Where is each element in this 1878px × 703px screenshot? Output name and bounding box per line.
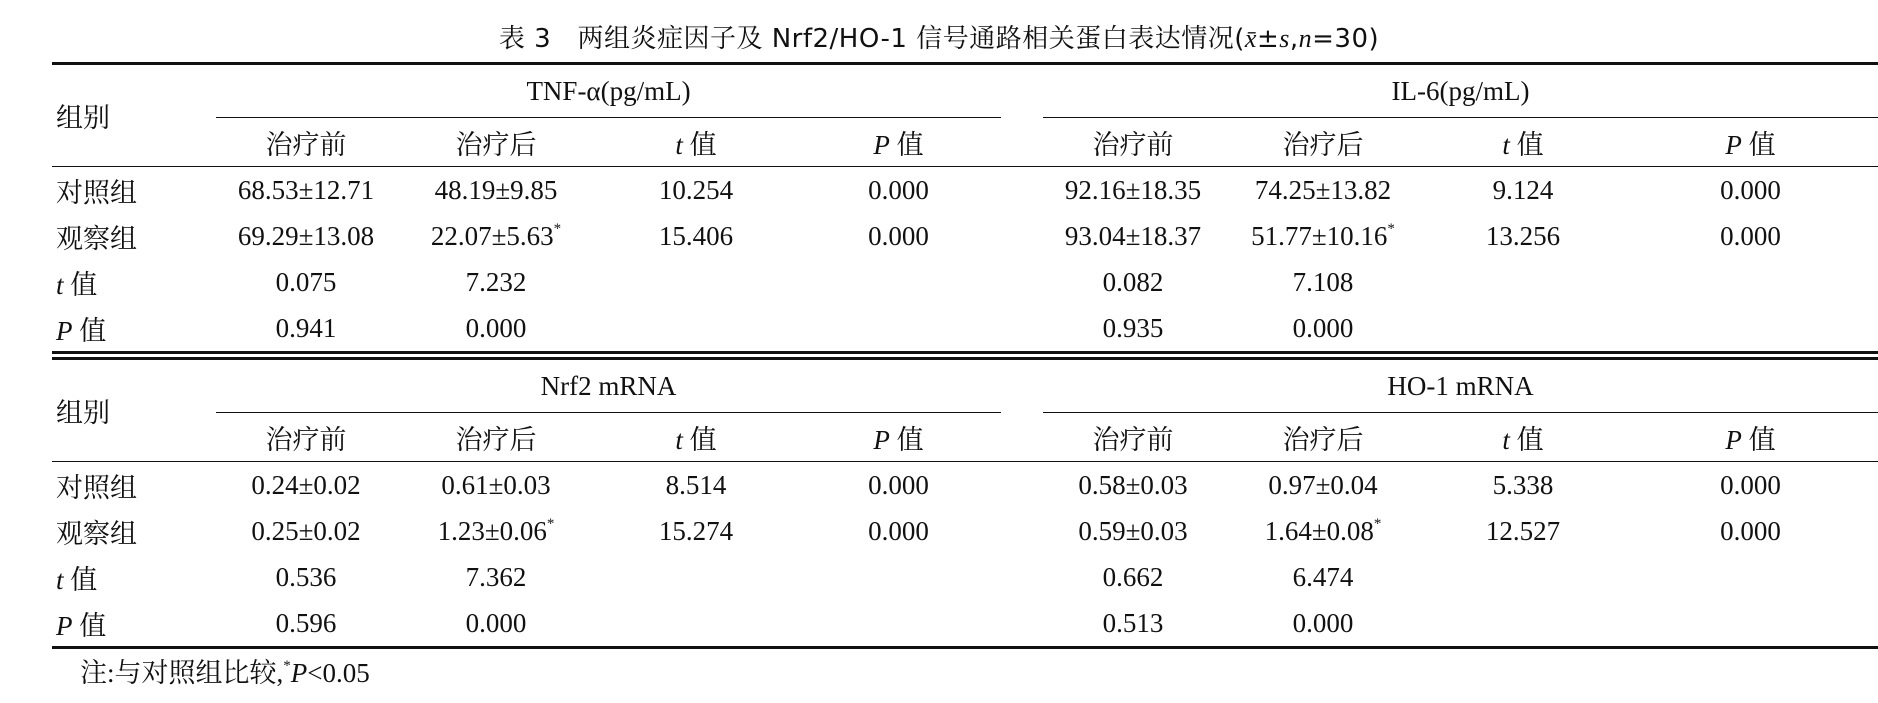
- cell: 22.07±5.63*: [430, 220, 562, 251]
- cell: 12.527: [1485, 515, 1561, 546]
- cell: 6.474: [1292, 561, 1354, 592]
- table-row-control: [52, 462, 1878, 509]
- nrf2-mrna-header: Nrf2 mRNA: [216, 359, 1001, 413]
- cell: 1.64±0.08*: [1264, 515, 1382, 546]
- cell: 93.04±18.37: [1064, 220, 1202, 251]
- cell: 0.000: [1720, 220, 1781, 251]
- cell: 0.58±0.03: [1078, 469, 1188, 500]
- row-label-observation: 观察组: [56, 223, 137, 254]
- cell: 0.000: [1720, 174, 1781, 205]
- row-label-control: 对照组: [56, 472, 137, 503]
- cell: 10.254: [658, 174, 734, 205]
- cell: 0.000: [1223, 305, 1423, 353]
- cell: 15.274: [658, 515, 734, 546]
- cell: 0.941: [216, 305, 396, 353]
- significance-marker: *: [1387, 220, 1395, 237]
- caption-title: 两组炎症因子及 Nrf2/HO-1 信号通路相关蛋白表达情况: [577, 24, 1235, 54]
- table-caption: 表 3 两组炎症因子及 Nrf2/HO-1 信号通路相关蛋白表达情况(x̄±s,n=30): [498, 24, 1380, 54]
- table-row-p: [52, 305, 1878, 353]
- cell: 92.16±18.35: [1064, 174, 1202, 205]
- col-t-value: t 值: [1502, 129, 1544, 160]
- cell: 68.53±12.71: [237, 174, 375, 205]
- col-before: 治疗前: [1092, 424, 1174, 455]
- cell: 9.124: [1492, 174, 1554, 205]
- cell: 8.514: [665, 469, 727, 500]
- ho1-mrna-header: HO-1 mRNA: [1043, 359, 1878, 413]
- cell: 0.000: [396, 305, 596, 353]
- cell: 0.000: [868, 469, 929, 500]
- row-label-p: P 值: [52, 600, 216, 648]
- cell: 0.000: [1720, 515, 1781, 546]
- cell: 0.513: [1043, 600, 1223, 648]
- group-column-header: 组别: [52, 64, 216, 167]
- cell: 0.25±0.02: [251, 515, 361, 546]
- col-after: 治疗后: [1282, 424, 1364, 455]
- cell: 0.61±0.03: [441, 469, 551, 500]
- cell: 0.596: [216, 600, 396, 648]
- cell: 0.97±0.04: [1268, 469, 1378, 500]
- cell: 0.075: [275, 266, 337, 297]
- cell: 0.082: [1102, 266, 1164, 297]
- table-row-t: [52, 259, 1878, 305]
- row-label-t: t 值: [56, 564, 98, 595]
- cell: 7.232: [465, 266, 527, 297]
- tnf-alpha-header: TNF-α(pg/mL): [216, 64, 1001, 118]
- cell: 0.000: [868, 515, 929, 546]
- significance-marker: *: [1373, 515, 1382, 532]
- col-after: 治疗后: [455, 424, 537, 455]
- cell: 15.406: [658, 220, 734, 251]
- table-footnote: 注:与对照组比较,*P<0.05: [80, 658, 370, 688]
- cell: 0.000: [396, 600, 596, 648]
- caption-label: 表 3: [498, 24, 552, 54]
- row-label-control: 对照组: [56, 177, 137, 208]
- significance-marker: *: [283, 658, 291, 674]
- col-p-value: P 值: [1725, 424, 1776, 455]
- table-row-control: [52, 167, 1878, 214]
- cell: 1.23±0.06*: [437, 515, 555, 546]
- il6-header: IL-6(pg/mL): [1043, 64, 1878, 118]
- cell: 74.25±13.82: [1254, 174, 1392, 205]
- cell: 0.935: [1043, 305, 1223, 353]
- cell: 0.000: [1223, 600, 1423, 648]
- caption-mean-symbol: x̄: [1244, 24, 1257, 53]
- col-t-value: t 值: [1502, 424, 1544, 455]
- cell: 5.338: [1492, 469, 1554, 500]
- col-t-value: t 值: [675, 129, 717, 160]
- cell: 0.000: [868, 174, 929, 205]
- col-after: 治疗后: [455, 129, 537, 160]
- cell: 0.000: [1720, 469, 1781, 500]
- cell: 48.19±9.85: [434, 174, 558, 205]
- cell: 0.24±0.02: [251, 469, 361, 500]
- row-label-t: t 值: [56, 269, 98, 300]
- cell: 7.362: [465, 561, 527, 592]
- col-before: 治疗前: [265, 129, 347, 160]
- cell: 7.108: [1292, 266, 1354, 297]
- col-t-value: t 值: [675, 424, 717, 455]
- significance-marker: *: [553, 220, 562, 237]
- col-p-value: P 值: [873, 129, 924, 160]
- col-before: 治疗前: [1092, 129, 1174, 160]
- table-panel-inflammation: [52, 62, 1878, 354]
- row-label-p: P 值: [52, 305, 216, 353]
- col-p-value: P 值: [1725, 129, 1776, 160]
- cell: 0.000: [868, 220, 929, 251]
- cell: 69.29±13.08: [237, 220, 375, 251]
- cell: 51.77±10.16*: [1251, 220, 1395, 251]
- cell: 0.662: [1102, 561, 1164, 592]
- cell: 0.59±0.03: [1078, 515, 1188, 546]
- col-before: 治疗前: [265, 424, 347, 455]
- table-row-t: [52, 554, 1878, 600]
- cell: 0.536: [275, 561, 337, 592]
- table-panel-nrf2-ho1: [52, 357, 1878, 649]
- significance-marker: *: [546, 515, 555, 532]
- table-row-p: [52, 600, 1878, 648]
- row-label-observation: 观察组: [56, 518, 137, 549]
- group-column-header: 组别: [52, 359, 216, 462]
- col-after: 治疗后: [1282, 129, 1364, 160]
- cell: 13.256: [1485, 220, 1561, 251]
- col-p-value: P 值: [873, 424, 924, 455]
- table-row-observation: [52, 213, 1878, 259]
- table-row-observation: [52, 508, 1878, 554]
